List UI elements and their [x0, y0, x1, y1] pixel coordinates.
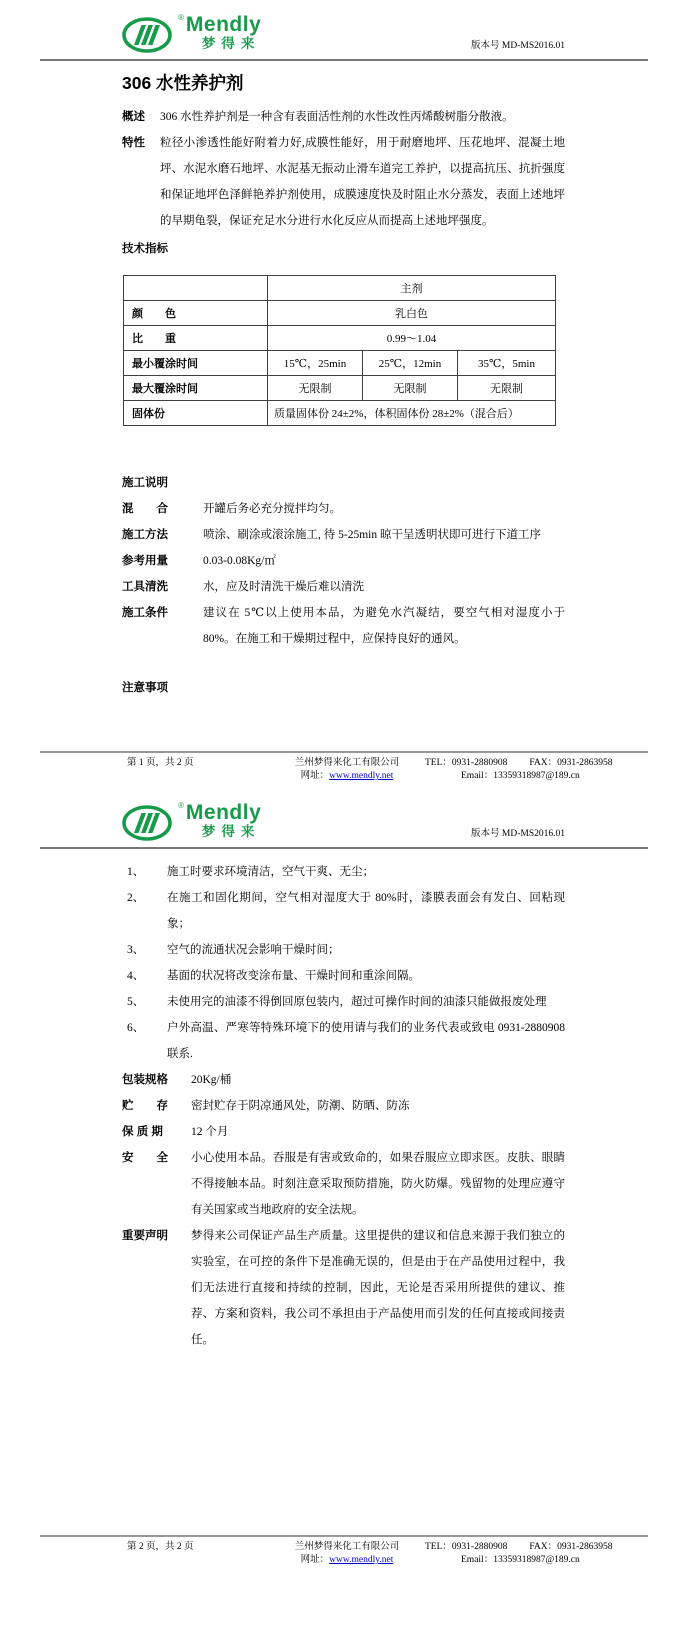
property-shelf-life — [122, 1119, 565, 1145]
footer-contact-block — [413, 1541, 648, 1567]
overview-row — [122, 104, 565, 130]
disclaimer-label: 重要声明 — [122, 1230, 168, 1242]
construction-item-conditions — [122, 600, 565, 652]
cleaning-text: 水，应及时清洗干燥后难以清洗 — [203, 581, 364, 593]
note-number: 3、 — [127, 944, 145, 956]
website-link[interactable]: www.mendly.net — [329, 1555, 394, 1565]
brand-name: Mendly — [185, 801, 262, 824]
table-row — [124, 351, 556, 376]
brand-name: Mendly — [185, 13, 262, 36]
list-item — [122, 989, 565, 1015]
registered-trademark-icon: ® — [178, 801, 184, 810]
cell-min-recoat-15c: 15℃，25min — [268, 351, 363, 376]
property-safety — [122, 1145, 565, 1223]
page-footer — [0, 1535, 687, 1572]
footer-contact-block — [413, 757, 648, 783]
storage-label: 贮 存 — [122, 1100, 168, 1112]
construction-item-mixing — [122, 496, 565, 522]
construction-item-dosage — [122, 548, 565, 574]
header-divider — [40, 59, 648, 61]
brand-logo — [122, 802, 261, 842]
version-label: 版本号 MD-MS2016.01 — [471, 829, 565, 839]
dosage-text: 0.03-0.08Kg/㎡ — [203, 555, 276, 567]
property-disclaimer — [122, 1223, 565, 1353]
dosage-label: 参考用量 — [122, 555, 168, 567]
page-number: 第 1 页，共 2 页 — [127, 758, 194, 768]
note-number: 5、 — [127, 996, 145, 1008]
registered-trademark-icon: ® — [178, 13, 184, 22]
fax-number: FAX：0931-2863958 — [529, 1542, 613, 1552]
table-cell-empty — [124, 276, 268, 301]
company-name: 兰州梦得来化工有限公司 — [294, 1542, 400, 1552]
website-label: 网址： — [300, 1555, 330, 1565]
footer-body — [0, 753, 687, 788]
tech-spec-heading: 技术指标 — [122, 243, 168, 255]
footer-company-block — [281, 1541, 413, 1567]
features-text: 粒径小渗透性能好附着力好,成膜性能好，用于耐磨地坪、压花地坪、混凝土地坪、水泥水磨石地坪、水泥基无振动止滑车道完工养护，以提高抗压、抗折强度和保证地坪色泽鲜艳养护剂使用，成膜速度快及时阻止水分蒸发，表面上述地坪的早期龟裂，保证充足水分进行水化反应从而提高上述地坪强度。 — [160, 137, 565, 227]
version-label: 版本号 MD-MS2016.01 — [471, 41, 565, 51]
note-number: 4、 — [127, 970, 145, 982]
tel-number: TEL：0931-2880908 — [425, 758, 508, 768]
table-row — [124, 401, 556, 426]
page-2 — [0, 788, 687, 1638]
cleaning-label: 工具清洗 — [122, 581, 168, 593]
construction-section — [122, 470, 565, 652]
mendly-logo-icon — [122, 802, 178, 842]
shelf-life-label: 保 质 期 — [122, 1126, 163, 1138]
cell-max-recoat-1: 无限制 — [268, 376, 363, 401]
page-number: 第 2 页，共 2 页 — [127, 1542, 194, 1552]
row-label-specific-gravity: 比 重 — [124, 326, 268, 351]
table-row — [124, 376, 556, 401]
fax-number: FAX：0931-2863958 — [529, 758, 613, 768]
construction-item-method — [122, 522, 565, 548]
note-text: 空气的流通状况会影响干燥时间； — [167, 944, 340, 956]
page-header — [0, 788, 687, 842]
cell-solids-value: 质量固体份 24±2%，体积固体份 28±2%（混合后） — [268, 401, 556, 426]
page-footer — [0, 751, 687, 788]
brand-text — [186, 802, 261, 839]
cell-min-recoat-25c: 25℃，12min — [363, 351, 458, 376]
note-text: 未使用完的油漆不得倒回原包装内，超过可操作时间的油漆只能做报废处理 — [167, 996, 547, 1008]
safety-label: 安 全 — [122, 1152, 168, 1164]
list-item — [122, 885, 565, 937]
product-properties — [122, 1067, 565, 1353]
construction-item-cleaning — [122, 574, 565, 600]
property-storage — [122, 1093, 565, 1119]
note-text: 基面的状况将改变涂布量、干燥时间和重涂间隔。 — [167, 970, 420, 982]
row-label-min-recoat: 最小覆涂时间 — [124, 351, 268, 376]
header-divider — [40, 847, 648, 849]
overview-label: 概述 — [122, 111, 145, 123]
shelf-life-text: 12 个月 — [191, 1126, 229, 1138]
note-text: 在施工和固化期间，空气相对湿度大于 80%时，漆膜表面会有发白、回粘现象； — [167, 892, 565, 930]
table-header-main-agent: 主剂 — [268, 276, 556, 301]
list-item — [122, 963, 565, 989]
cell-gravity-value: 0.99～1.04 — [268, 326, 556, 351]
note-text: 户外高温、严寒等特殊环境下的使用请与我们的业务代表或致电 0931-2880908 联系. — [167, 1022, 565, 1060]
method-text: 喷涂、刷涂或滚涂施工, 待 5-25min 晾干呈透明状即可进行下道工序 — [203, 529, 541, 541]
footer-company-block — [281, 757, 413, 783]
cell-max-recoat-3: 无限制 — [458, 376, 556, 401]
page-title: 306 水性养护剂 — [122, 73, 244, 93]
list-item — [122, 859, 565, 885]
conditions-text: 建议在 5℃以上使用本品，为避免水汽凝结，要空气相对湿度小于 80%。在施工和干燥期过程中，应保持良好的通风。 — [203, 607, 565, 645]
mendly-logo-icon — [122, 14, 178, 54]
note-text: 施工时要求环境清洁，空气干爽、无尘； — [167, 866, 374, 878]
website-link[interactable]: www.mendly.net — [329, 771, 394, 781]
packaging-text: 20Kg/桶 — [191, 1074, 232, 1086]
mixing-text: 开罐后务必充分搅拌均匀。 — [203, 503, 341, 515]
list-item — [122, 937, 565, 963]
note-number: 2、 — [127, 892, 145, 904]
email-address: Email：13359318987@189.cn — [461, 771, 580, 781]
brand-logo — [122, 14, 261, 54]
website-row — [281, 770, 413, 783]
overview-text: 306 水性养护剂是一种含有表面活性剂的水性改性丙烯酸树脂分散液。 — [160, 111, 514, 123]
brand-text — [186, 14, 261, 51]
website-label: 网址： — [300, 771, 330, 781]
note-number: 1、 — [127, 866, 145, 878]
list-item — [122, 1015, 565, 1067]
website-row — [281, 1554, 413, 1567]
cell-color-value: 乳白色 — [268, 301, 556, 326]
storage-text: 密封贮存于阴凉通风处，防潮、防晒、防冻 — [191, 1100, 410, 1112]
cell-max-recoat-2: 无限制 — [363, 376, 458, 401]
page2-content — [0, 859, 687, 1353]
phone-row — [425, 757, 648, 770]
footer-body — [0, 1537, 687, 1572]
cell-min-recoat-35c: 35℃，5min — [458, 351, 556, 376]
note-number: 6、 — [127, 1022, 145, 1034]
row-label-max-recoat: 最大覆涂时间 — [124, 376, 268, 401]
page1-content — [0, 71, 687, 701]
safety-text: 小心使用本品。吞服是有害或致命的，如果吞服应立即求医。皮肤、眼睛不得接触本品。时刻注意采取预防措施，防火防爆。残留物的处理应遵守有关国家或当地政府的安全法规。 — [191, 1152, 565, 1216]
tel-number: TEL：0931-2880908 — [425, 1542, 508, 1552]
brand-name-cn: 梦得来 — [201, 824, 261, 839]
construction-heading: 施工说明 — [122, 477, 168, 489]
features-row — [122, 130, 565, 234]
company-name: 兰州梦得来化工有限公司 — [294, 758, 400, 768]
table-row — [124, 326, 556, 351]
method-label: 施工方法 — [122, 529, 168, 541]
mixing-label: 混 合 — [122, 503, 168, 515]
features-label: 特性 — [122, 137, 145, 149]
page-header — [0, 0, 687, 54]
row-label-color: 颜 色 — [124, 301, 268, 326]
conditions-label: 施工条件 — [122, 607, 168, 619]
tech-spec-table — [123, 275, 556, 426]
row-label-solids: 固体份 — [124, 401, 268, 426]
table-row — [124, 276, 556, 301]
packaging-label: 包装规格 — [122, 1074, 168, 1086]
brand-name-cn: 梦得来 — [201, 36, 261, 51]
property-packaging — [122, 1067, 565, 1093]
email-address: Email：13359318987@189.cn — [461, 1555, 580, 1565]
phone-row — [425, 1541, 648, 1554]
notes-list — [122, 859, 565, 1067]
disclaimer-text: 梦得来公司保证产品生产质量。这里提供的建议和信息来源于我们独立的实验室，在可控的条件下是准确无误的，但是由于在产品使用过程中，我们无法进行直接和持续的控制，因此，无论是否采用所提供的建议、推荐、方案和资料，我公司不承担由于产品使用而引发的任何直接或间接责任。 — [191, 1230, 565, 1346]
page-1 — [0, 0, 687, 788]
table-row — [124, 301, 556, 326]
notes-heading: 注意事项 — [122, 682, 168, 694]
